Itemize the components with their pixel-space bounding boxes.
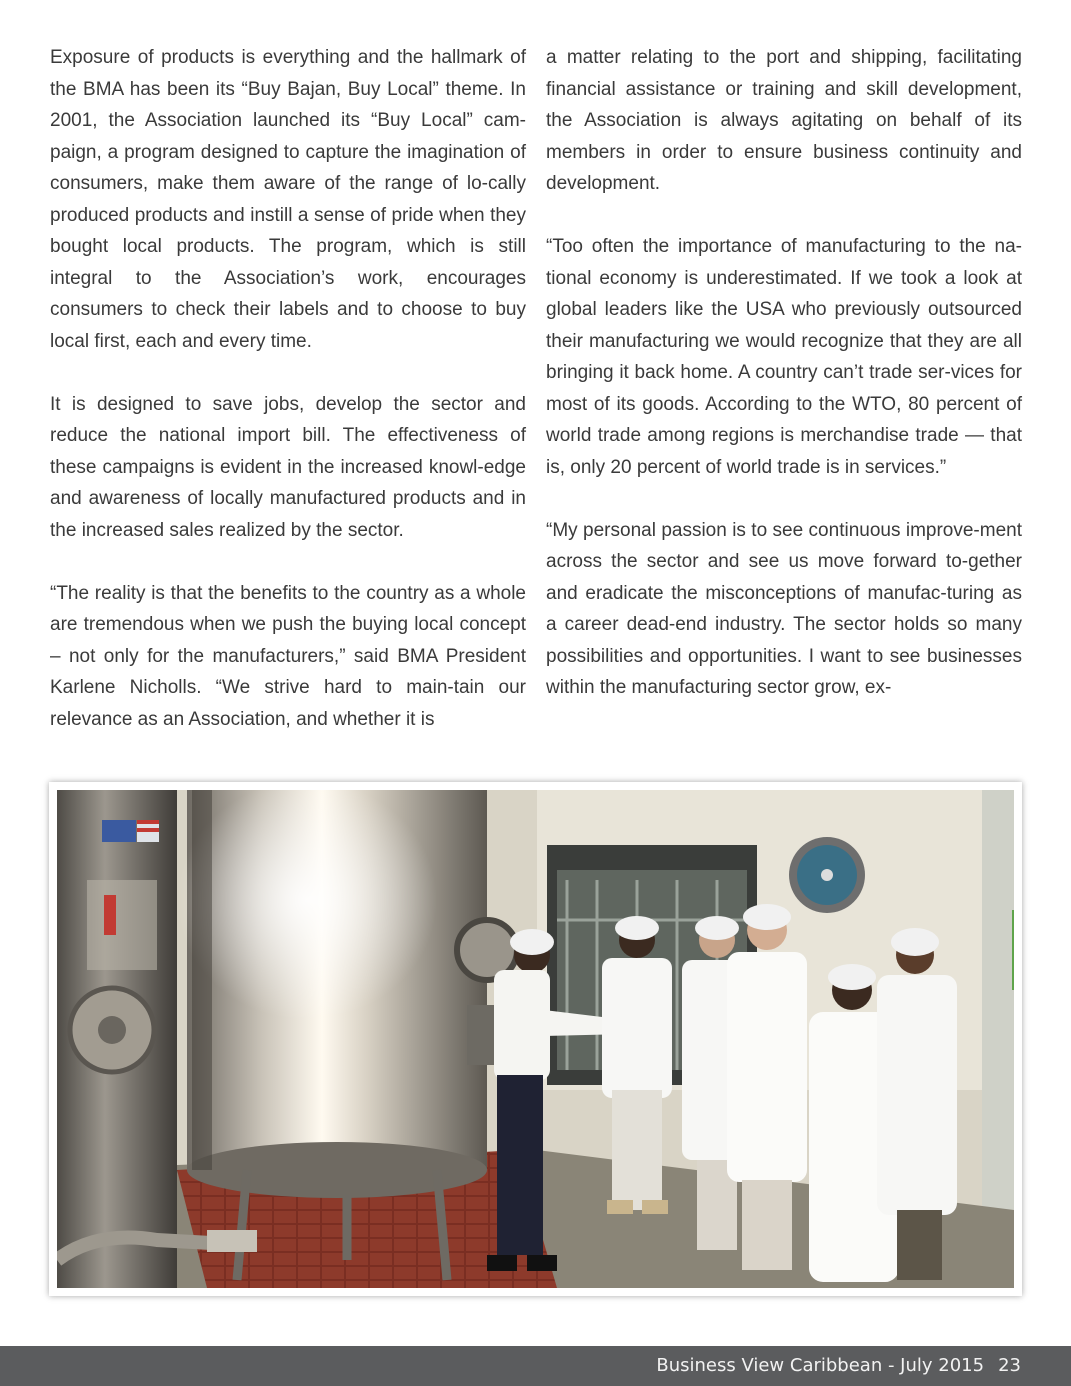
page-footer <box>0 1346 1071 1386</box>
factory-photo-illustration <box>57 790 1014 1288</box>
paragraph-manufacturing-importance: “Too often the importance of manufacturing to the na-tional economy is underestimated. If we took a look at global leaders like the USA who previously outsourced their manufacturing we would recognize that they are all bringing it back home. A country can’t trade ser-vices for most of its goods. According to the WTO, 80 percent of world trade among regions is merchandise trade — that is, only 20 percent of world trade is in services.” <box>546 236 1022 478</box>
footer-credit <box>656 1355 1021 1376</box>
paragraph-reality-quote: “The reality is that the benefits to the country as a whole are tremendous when we push the buying local concept – not only for the manufacturers,” said BMA President Karlene Nicholls. “We strive hard to main-tain our relevance as an Association, and whether it is <box>50 582 526 730</box>
factory-tour-photo <box>49 782 1022 1296</box>
article-column-left <box>50 42 526 735</box>
paragraph-buy-local: Exposure of products is everything and the hallmark of the BMA has been its “Buy Bajan, Buy Local” theme. In 2001, the Association launched its “Buy Local” cam-paign, a program designed to capture the imagination of consumers, make them aware of the range of lo-cally produced products and instill a sense of pride when they bought local products. The program, which is still integral to the Association’s work, encourages consumers to check their labels and to choose to buy local first, each and every time. <box>50 47 526 352</box>
publication-name: Business View Caribbean - July 2015 <box>656 1355 985 1376</box>
article-column-right <box>546 42 1022 704</box>
page-number: 23 <box>998 1355 1021 1376</box>
paragraph-personal-passion: “My personal passion is to see continuous improve-ment across the sector and see us move forward to-gether and eradicate the misconceptions of manufac-turing as a career dead-end industry. The sector holds so many possibilities and opportunities. I want to see businesses within the manufacturing sector grow, ex- <box>546 519 1022 698</box>
paragraph-port-shipping: a matter relating to the port and shipping, facilitating financial assistance or training and skill development, the Association is always agitating on behalf of its members in order to ensure business continuity and development. <box>546 47 1022 194</box>
paragraph-save-jobs: It is designed to save jobs, develop the sector and reduce the national import bill. The effectiveness of these campaigns is evident in the increased knowl-edge and awareness of locally manufactured products and in the increased sales realized by the sector. <box>50 393 526 541</box>
